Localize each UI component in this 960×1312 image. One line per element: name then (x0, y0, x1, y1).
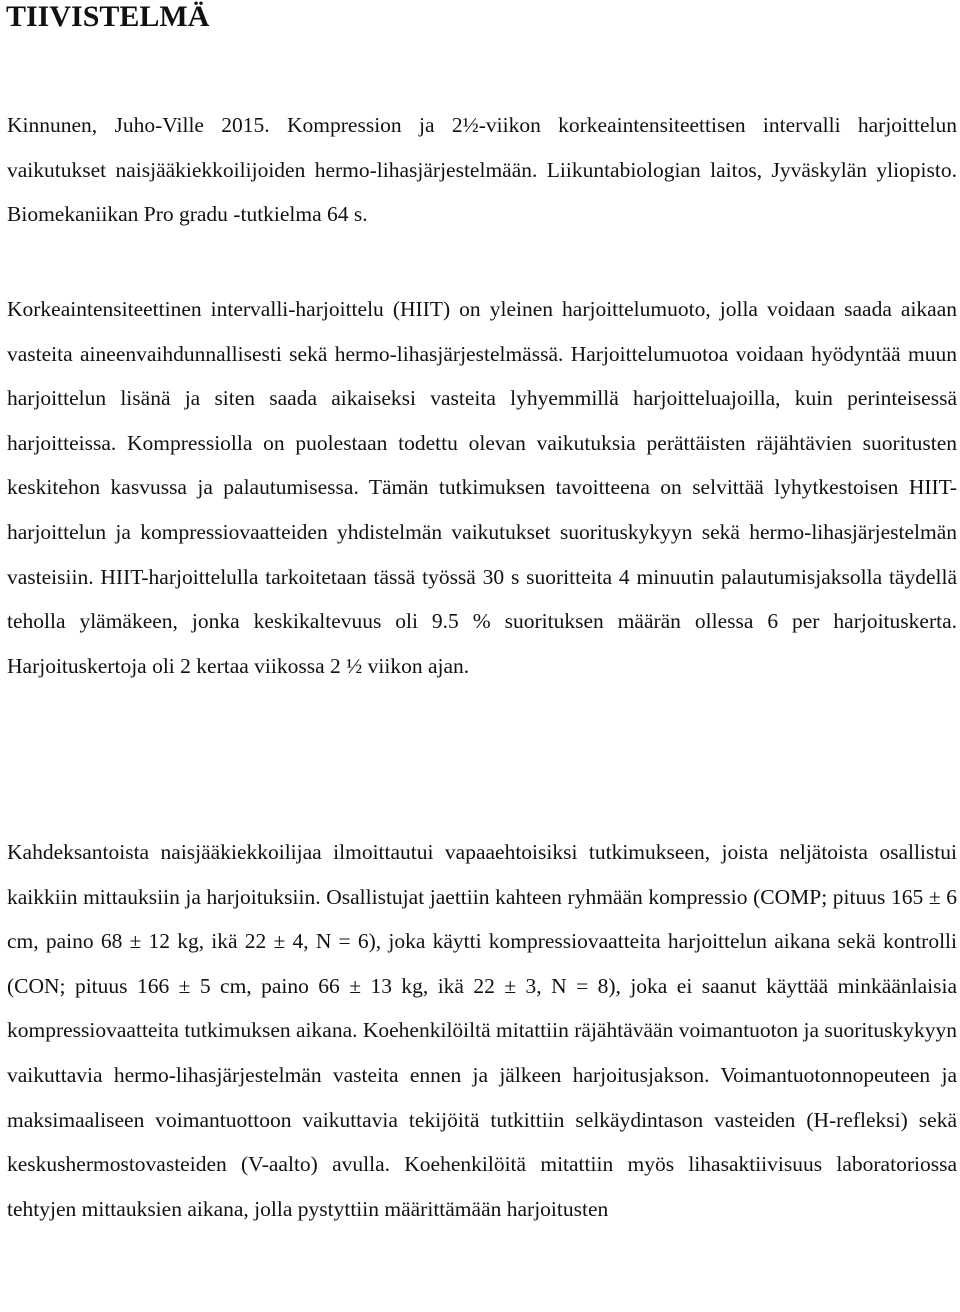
methods-paragraph: Kahdeksantoista naisjääkiekkoilijaa ilmoittautui vapaaehtoisiksi tutkimukseen, joista neljätoista osallistui kaikkiin mittauksiin ja harjoituksiin. Osallistujat jaettiin kahteen ryhmään kompressio (COMP; pituus 165 ± 6 cm, paino 68 ± 12 kg, ikä 22 ± 4, N = 6), joka käytti kompressiovaatteita harjoittelun aikana sekä kontrolli (CON; pituus 166 ± 5 cm, paino 66 ± 13 kg, ikä 22 ± 3, N = 8), joka ei saanut käyttää minkäänlaisia kompressiovaatteita tutkimuksen aikana. Koehenkilöiltä mitattiin räjähtävään voimantuoton ja suorituskykyyn vaikuttavia hermo-lihasjärjestelmän vasteita ennen ja jälkeen harjoitusjakson. Voimantuotonnopeuteen ja maksimaaliseen voimantuottoon vaikuttavia tekijöitä tutkittiin selkäydintason vasteiden (H-refleksi) sekä keskushermostovasteiden (V-aalto) avulla. Koehenkilöitä mitattiin myös lihasaktiivisuus laboratoriossa tehtyjen mittauksien aikana, jolla pystyttiin määrittämään harjoitusten (7, 840, 957, 1221)
background-paragraph: Korkeaintensiteettinen intervalli-harjoittelu (HIIT) on yleinen harjoittelumuoto, jolla voidaan saada aikaan vasteita aineenvaihdunnallisesti sekä hermo-lihasjärjestelmässä. Harjoittelumuotoa voidaan hyödyntää muun harjoittelun lisänä ja siten saada aikaiseksi vasteita lyhyemmillä harjoitteluajoilla, kuin perinteisessä harjoitteissa. Kompressiolla on puolestaan todettu olevan vaikutuksia perättäisten räjähtävien suoritusten keskitehon kasvussa ja palautumisessa. Tämän tutkimuksen tavoitteena on selvittää lyhytkestoisen HIIT-harjoittelun ja kompressiovaatteiden yhdistelmän vaikutukset suorituskykyyn sekä hermo-lihasjärjestelmän vasteisiin. HIIT-harjoittelulla tarkoitetaan tässä työssä 30 s suoritteita 4 minuutin palautumisjaksolla täydellä teholla ylämäkeen, jonka keskikaltevuus oli 9.5 % suorituksen määrän ollessa 6 per harjoituskerta. Harjoituskertoja oli 2 kertaa viikossa 2 ½ viikon ajan. (7, 297, 957, 678)
citation-paragraph: Kinnunen, Juho-Ville 2015. Kompression ja 2½-viikon korkeaintensiteettisen intervalli harjoittelun vaikutukset naisjääkiekkoilijoiden hermo-lihasjärjestelmään. Liikuntabiologian laitos, Jyväskylän yliopisto. Biomekaniikan Pro gradu -tutkielma 64 s. (7, 113, 957, 227)
page-title: TIIVISTELMÄ (6, 0, 210, 33)
